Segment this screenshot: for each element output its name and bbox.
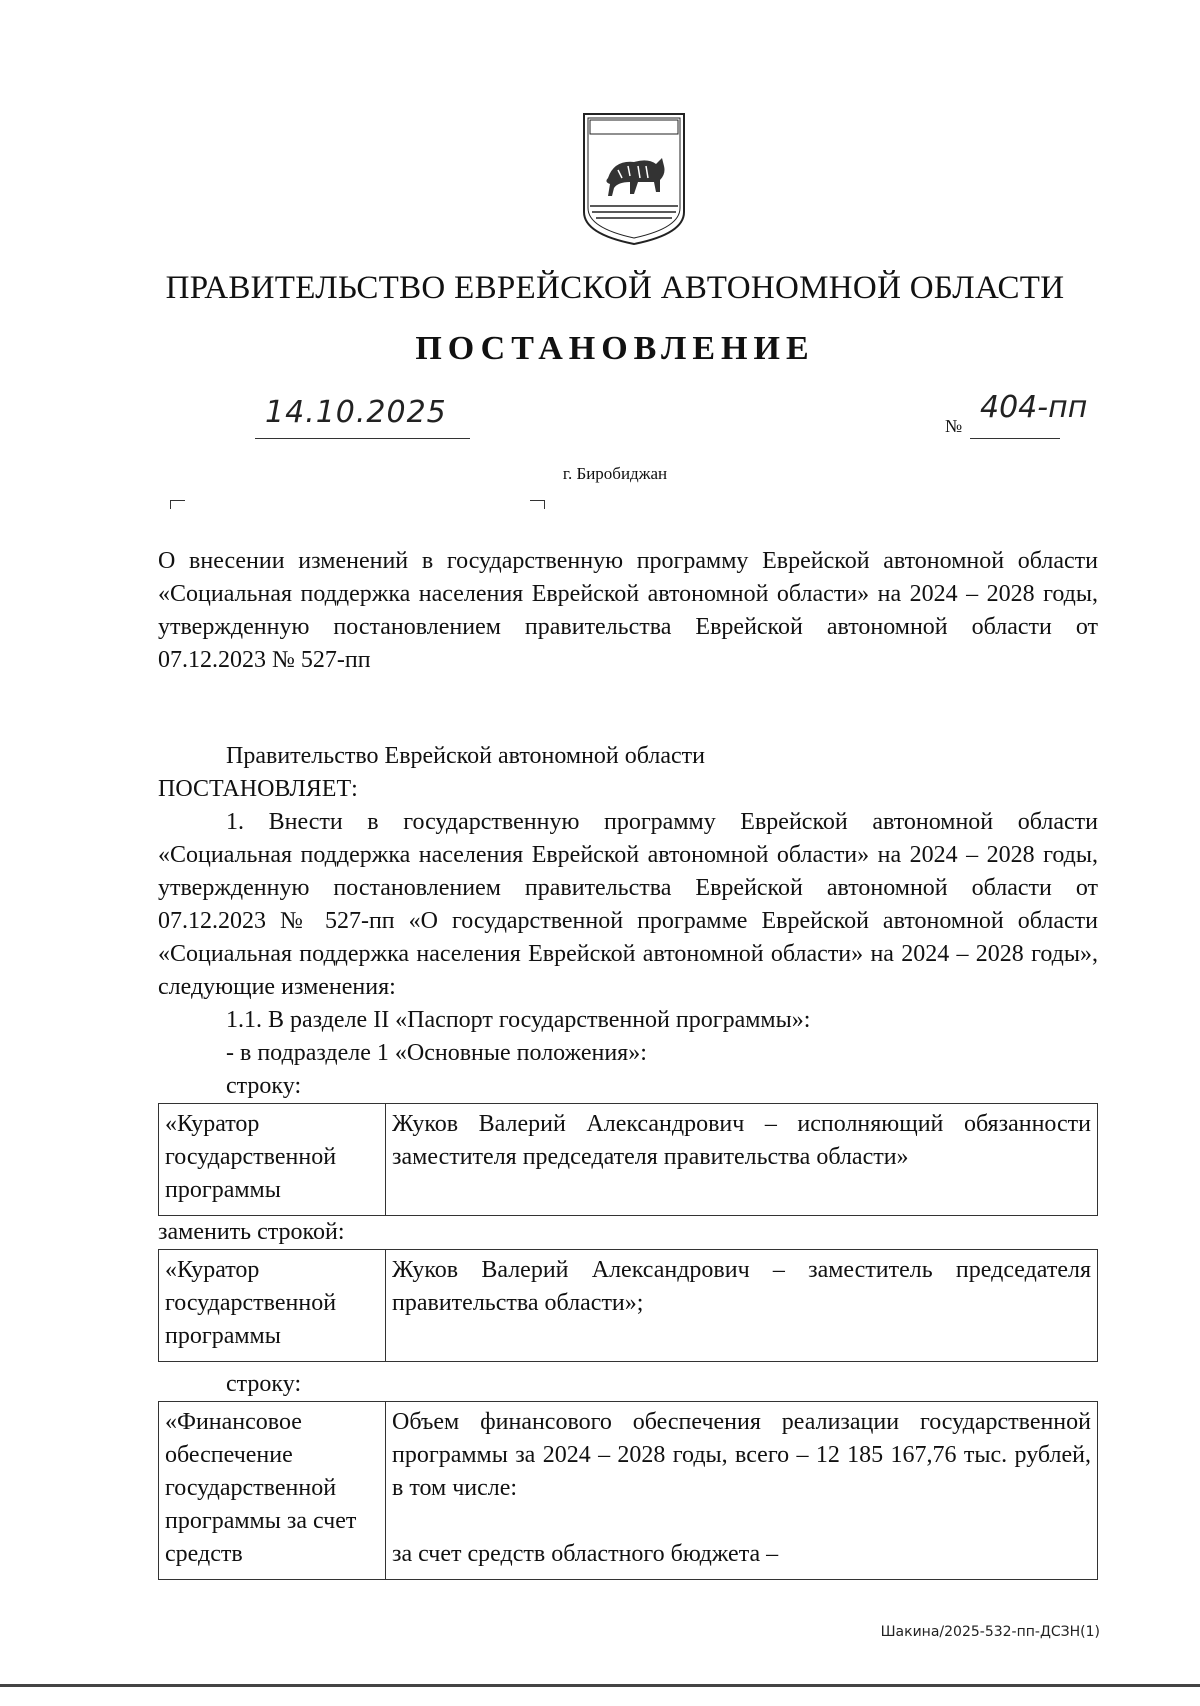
number-sign: №: [945, 416, 963, 436]
government-title: ПРАВИТЕЛЬСТВО ЕВРЕЙСКОЙ АВТОНОМНОЙ ОБЛАСТИ: [165, 270, 1065, 306]
table-cell: Жуков Валерий Александрович – исполняющий обязанности заместителя председателя правительства области»: [386, 1104, 1098, 1216]
document-date: 14.10.2025: [265, 395, 447, 430]
table-cell: «Финансовое обеспечение государственной программы за счет средств: [159, 1402, 386, 1580]
cell-gap: [392, 1505, 1091, 1538]
coat-of-arms-emblem: [578, 108, 690, 248]
document-number: 404-пп: [980, 390, 1088, 425]
footer-reference: Шакина/2025-532-пп-ДСЗН(1): [880, 1624, 1100, 1640]
finance-total: Объем финансового обеспечения реализации государственной программы за 2024 – 2028 годы, всего – 12 185 167,76 тыс. рублей, в том числе:: [392, 1409, 1091, 1501]
table-new-curator: [158, 1249, 1098, 1362]
intro-text: Правительство Еврейской автономной области: [226, 743, 706, 769]
city-name: г. Биробиджан: [562, 464, 668, 483]
document-subject: О внесении изменений в государственную программу Еврейской автономной области «Социальная поддержка населения Еврейской автономной области» на 2024 – 2028 годы, утвержденную постановлением правительства Еврейской автономной области от 07.12.2023 № 527-пп: [158, 548, 1098, 673]
number-underline: [970, 438, 1060, 439]
document-body: [158, 740, 1098, 1580]
item-1: 1. Внести в государственную программу Еврейской автономной области «Социальная поддержка населения Еврейской автономной области» на 2024 – 2028 годы, утвержденную постановлением правительства Еврейской автономной области от 07.12.2023 № 527-пп «О государственной программе Еврейской автономной области «Социальная поддержка населения Еврейской автономной области» на 2024 – 2028 годы», следующие изменения:: [158, 809, 1098, 1000]
table-cell: Жуков Валерий Александрович – заместитель председателя правительства области»;: [386, 1250, 1098, 1362]
table-row: [159, 1250, 1098, 1362]
item-1-1: 1.1. В разделе II «Паспорт государственной программы»:: [226, 1007, 811, 1033]
date-underline: [255, 438, 470, 439]
table-cell: «Куратор государственной программы: [159, 1104, 386, 1216]
table-row: [159, 1104, 1098, 1216]
table-cell: [386, 1402, 1098, 1580]
row-label-2: строку:: [226, 1371, 302, 1397]
scan-edge-line: [0, 1684, 1200, 1687]
table-finance: [158, 1401, 1098, 1580]
subject-corner-left: [170, 500, 185, 509]
table-old-curator: [158, 1103, 1098, 1216]
resolves-text: ПОСТАНОВЛЯЕТ:: [158, 776, 358, 802]
finance-regional: за счет средств областного бюджета –: [392, 1541, 779, 1567]
subject-corner-right: [530, 500, 545, 509]
table-cell: «Куратор государственной программы: [159, 1250, 386, 1362]
document-type: ПОСТАНОВЛЕНИЕ: [415, 330, 815, 367]
row-label: строку:: [226, 1073, 302, 1099]
replace-label: заменить строкой:: [158, 1219, 345, 1245]
table-row: [159, 1402, 1098, 1580]
subsection-1: - в подразделе 1 «Основные положения»:: [226, 1040, 647, 1066]
